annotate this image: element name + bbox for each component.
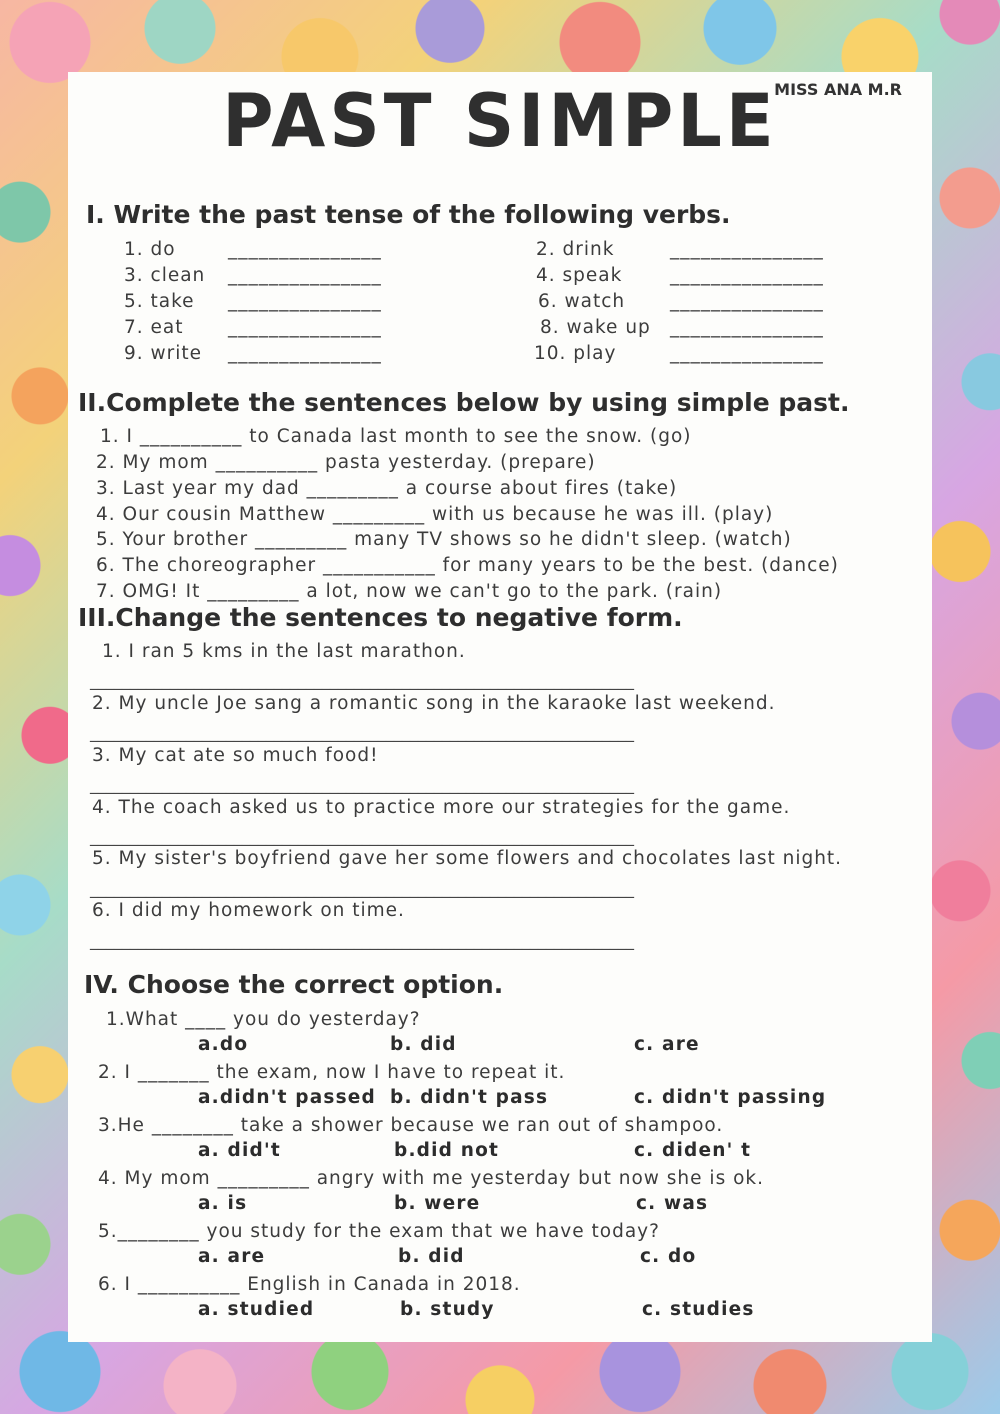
section4-heading: IV. Choose the correct option. xyxy=(84,970,504,999)
answer-line[interactable]: ____________________________________________________________________ xyxy=(90,879,634,898)
sentence-item: 3. Last year my dad _________ a course about fires (take) xyxy=(96,478,678,499)
option-a[interactable]: a. did't xyxy=(198,1140,281,1161)
option-b[interactable]: b. didn't pass xyxy=(390,1087,549,1108)
verb-item-label: 8. wake up xyxy=(540,317,651,338)
sentence-item: 2. My mom __________ pasta yesterday. (prepare) xyxy=(96,452,596,473)
option-b[interactable]: b.did not xyxy=(394,1140,500,1161)
answer-line[interactable]: ____________________________________________________________________ xyxy=(90,775,634,794)
verb-answer-blank[interactable]: _______________ xyxy=(670,317,824,338)
negative-sentence: 1. I ran 5 kms in the last marathon. xyxy=(102,641,466,662)
answer-line[interactable]: ____________________________________________________________________ xyxy=(90,671,634,690)
verb-item-label: 6. watch xyxy=(538,291,626,312)
sentence-item: 7. OMG! It _________ a lot, now we can't go to the park. (rain) xyxy=(96,581,723,602)
option-c[interactable]: c. diden' t xyxy=(634,1140,752,1161)
verb-answer-blank[interactable]: _______________ xyxy=(228,239,382,260)
section1-heading: I. Write the past tense of the following verbs. xyxy=(86,200,731,229)
question-text: 3.He ________ take a shower because we ran out of shampoo. xyxy=(98,1115,724,1136)
sentence-item: 6. The choreographer ___________ for many years to be the best. (dance) xyxy=(96,555,839,576)
verb-answer-blank[interactable]: _______________ xyxy=(670,343,824,364)
option-a[interactable]: a. are xyxy=(198,1246,266,1267)
negative-sentence: 2. My uncle Joe sang a romantic song in the karaoke last weekend. xyxy=(92,693,776,714)
negative-sentence: 3. My cat ate so much food! xyxy=(92,745,379,766)
option-a[interactable]: a.didn't passed xyxy=(198,1087,376,1108)
option-b[interactable]: b. study xyxy=(400,1299,495,1320)
verb-answer-blank[interactable]: _______________ xyxy=(670,291,824,312)
option-c[interactable]: c. was xyxy=(636,1193,709,1214)
verb-item-label: 3. clean xyxy=(124,265,206,286)
verb-item-label: 5. take xyxy=(124,291,195,312)
verb-item-label: 4. speak xyxy=(536,265,623,286)
answer-line[interactable]: ____________________________________________________________________ xyxy=(90,723,634,742)
option-b[interactable]: b. were xyxy=(394,1193,481,1214)
section2-heading: II.Complete the sentences below by using simple past. xyxy=(78,388,850,417)
verb-answer-blank[interactable]: _______________ xyxy=(670,265,824,286)
worksheet-page xyxy=(68,72,932,1342)
option-b[interactable]: b. did xyxy=(390,1034,457,1055)
negative-sentence: 5. My sister's boyfriend gave her some flowers and chocolates last night. xyxy=(92,848,843,869)
section3-heading: III.Change the sentences to negative form. xyxy=(78,603,683,632)
question-text: 4. My mom _________ angry with me yesterday but now she is ok. xyxy=(98,1168,764,1189)
option-c[interactable]: c. do xyxy=(640,1246,697,1267)
option-a[interactable]: a. is xyxy=(198,1193,248,1214)
question-text: 2. I _______ the exam, now I have to repeat it. xyxy=(98,1062,566,1083)
verb-item-label: 2. drink xyxy=(536,239,615,260)
option-c[interactable]: c. didn't passing xyxy=(634,1087,827,1108)
page-title: PAST SIMPLE xyxy=(222,77,778,165)
option-c[interactable]: c. studies xyxy=(642,1299,755,1320)
answer-line[interactable]: ____________________________________________________________________ xyxy=(90,827,634,846)
verb-item-label: 10. play xyxy=(534,343,617,364)
verb-item-label: 1. do xyxy=(124,239,176,260)
verb-answer-blank[interactable]: _______________ xyxy=(228,265,382,286)
option-c[interactable]: c. are xyxy=(634,1034,700,1055)
verb-answer-blank[interactable]: _______________ xyxy=(228,343,382,364)
verb-answer-blank[interactable]: _______________ xyxy=(228,291,382,312)
question-text: 6. I __________ English in Canada in 2018. xyxy=(98,1274,521,1295)
option-a[interactable]: a. studied xyxy=(198,1299,315,1320)
author-label: MISS ANA M.R xyxy=(774,80,902,99)
option-b[interactable]: b. did xyxy=(398,1246,465,1267)
negative-sentence: 4. The coach asked us to practice more our strategies for the game. xyxy=(92,797,791,818)
negative-sentence: 6. I did my homework on time. xyxy=(92,900,405,921)
verb-answer-blank[interactable]: _______________ xyxy=(670,239,824,260)
question-text: 5.________ you study for the exam that we have today? xyxy=(98,1221,660,1242)
verb-item-label: 7. eat xyxy=(124,317,184,338)
option-a[interactable]: a.do xyxy=(198,1034,249,1055)
verb-answer-blank[interactable]: _______________ xyxy=(228,317,382,338)
question-text: 1.What ____ you do yesterday? xyxy=(106,1009,421,1030)
verb-item-label: 9. write xyxy=(124,343,203,364)
sentence-item: 1. I __________ to Canada last month to see the snow. (go) xyxy=(100,426,692,447)
answer-line[interactable]: ____________________________________________________________________ xyxy=(90,931,634,950)
sentence-item: 4. Our cousin Matthew _________ with us because he was ill. (play) xyxy=(96,504,774,525)
sentence-item: 5. Your brother _________ many TV shows so he didn't sleep. (watch) xyxy=(96,529,792,550)
